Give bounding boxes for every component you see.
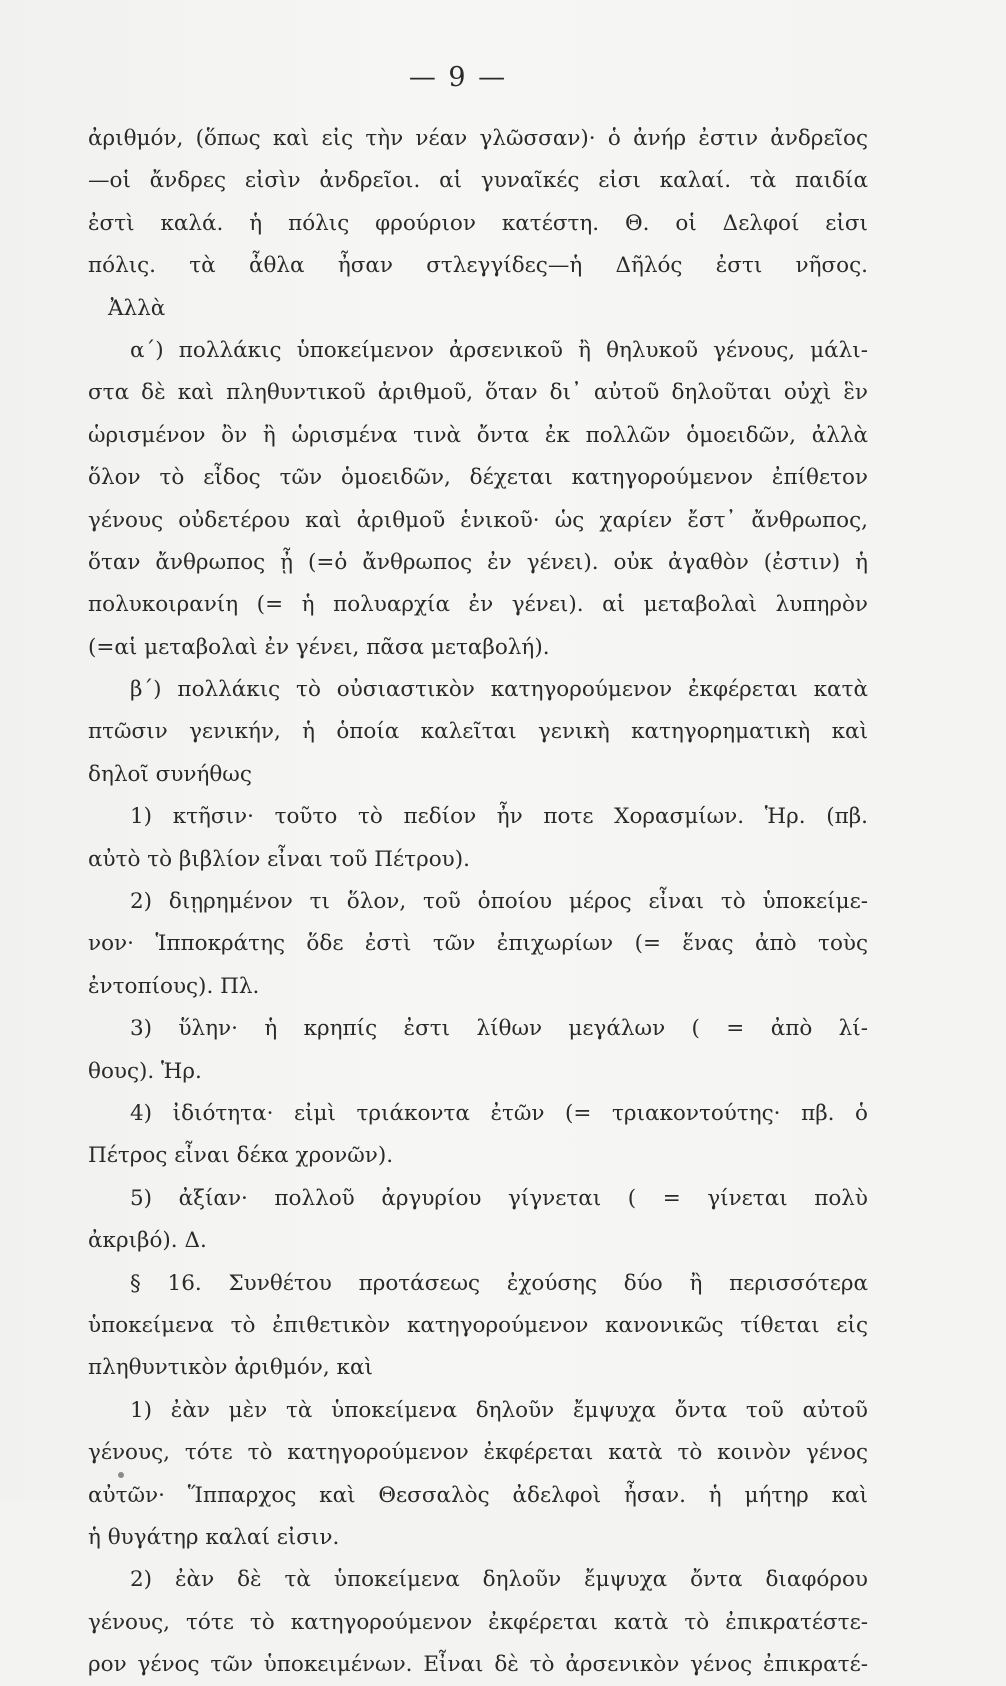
body-text — [88, 118, 868, 1686]
text-line: ὅταν ἄνθρωπος ᾖ (=ὁ ἄνθρωπος ἐν γένει). οὐκ ἀγαθὸν (ἐστιν) ἡ — [88, 549, 868, 575]
text-line: αὐτῶν· Ἵππαρχος καὶ Θεσσαλὸς ἀδελφοὶ ἦσαν. ἡ μήτηρ καὶ — [88, 1482, 868, 1508]
text-line: πόλις. τὰ ἆθλα ἦσαν στλεγγίδες—ἡ Δῆλός ἐστι νῆσος. — [88, 253, 868, 279]
text-line: 3) ὕλην· ἡ κρηπίς ἐστι λίθων μεγάλων ( = ἀπὸ λί- — [130, 1016, 868, 1042]
text-line: Ἀλλὰ — [108, 295, 166, 321]
text-line: δηλοῖ συνήθως — [88, 761, 252, 787]
text-line: ὑποκείμενα τὸ ἐπιθετικὸν κατηγορούμενον κανονικῶς τίθεται εἰς — [88, 1312, 868, 1338]
page-number: — 9 — — [408, 62, 508, 93]
text-line: γένους οὐδετέρου καὶ ἀριθμοῦ ἑνικοῦ· ὡς χαρίεν ἔστ᾿ ἄνθρωπος, — [88, 507, 868, 533]
text-line: ρον γένος τῶν ὑποκειμένων. Εἶναι δὲ τὸ ἀρσενικὸν γένος ἐπικρατέ- — [88, 1652, 868, 1678]
text-line: πολυκοιρανίη (= ἡ πολυαρχία ἐν γένει). αἱ μεταβολαὶ λυπηρὸν — [88, 592, 868, 618]
text-line: ὅλον τὸ εἶδος τῶν ὁμοειδῶν, δέχεται κατηγορούμενον ἐπίθετον — [88, 465, 868, 491]
text-line: ἐντοπίους). Πλ. — [88, 973, 260, 999]
text-line: ἀκριβό). Δ. — [88, 1228, 207, 1254]
text-line: 4) ἰδιότητα· εἰμὶ τριάκοντα ἐτῶν (= τριακοντούτης· πβ. ὁ — [130, 1100, 868, 1126]
section-heading-line: § 16. Συνθέτου προτάσεως ἐχούσης δύο ἢ περισσότερα — [130, 1270, 868, 1296]
text-line: 2) ἐὰν δὲ τὰ ὑποκείμενα δηλοῦν ἔμψυχα ὄντα διαφόρου — [130, 1567, 868, 1593]
text-line: Πέτρος εἶναι δέκα χρονῶν). — [88, 1143, 394, 1169]
text-line: 1) ἐὰν μὲν τὰ ὑποκείμενα δηλοῦν ἔμψυχα ὄντα τοῦ αὐτοῦ — [130, 1397, 868, 1423]
text-line: 2) διῃρημένον τι ὅλον, τοῦ ὁποίου μέρος εἶναι τὸ ὑποκείμε- — [130, 889, 868, 915]
text-line: στα δὲ καὶ πληθυντικοῦ ἀριθμοῦ, ὅταν δι᾿ αὐτοῦ δηλοῦται οὐχὶ ἓν — [88, 380, 868, 406]
text-line: 1) κτῆσιν· τοῦτο τὸ πεδίον ἦν ποτε Χορασμίων. Ἡρ. (πβ. — [130, 804, 868, 830]
text-line: ὡρισμένον ὂν ἢ ὡρισμένα τινὰ ὄντα ἐκ πολλῶν ὁμοειδῶν, ἀλλὰ — [88, 422, 868, 448]
text-line: θους). Ἡρ. — [88, 1058, 202, 1084]
text-line: νον· Ἱπποκράτης ὅδε ἐστὶ τῶν ἐπιχωρίων (= ἕνας ἀπὸ τοὺς — [88, 931, 868, 957]
text-line: γένους, τότε τὸ κατηγορούμενον ἐκφέρεται κατὰ τὸ ἐπικρατέστε- — [88, 1609, 868, 1635]
text-line: ἡ θυγάτηρ καλαί εἰσιν. — [88, 1524, 340, 1550]
text-line: β΄) πολλάκις τὸ οὐσιαστικὸν κατηγορούμενον ἐκφέρεται κατὰ — [130, 677, 868, 703]
text-line: —οἱ ἄνδρες εἰσὶν ἀνδρεῖοι. αἱ γυναῖκές εἰσι καλαί. τὰ παιδία — [88, 168, 868, 194]
ink-speck — [118, 1472, 124, 1478]
text-line: γένους, τότε τὸ κατηγορούμενον ἐκφέρεται κατὰ τὸ κοινὸν γένος — [88, 1440, 868, 1466]
text-line: (=αἱ μεταβολαὶ ἐν γένει, πᾶσα μεταβολή). — [88, 634, 550, 660]
text-line: ἀριθμόν, (ὅπως καὶ εἰς τὴν νέαν γλῶσσαν)· ὁ ἀνήρ ἐστιν ἀνδρεῖος — [88, 126, 868, 151]
text-line: α΄) πολλάκις ὑποκείμενον ἀρσενικοῦ ἢ θηλυκοῦ γένους, μάλι- — [130, 337, 868, 363]
text-line: ἐστὶ καλά. ἡ πόλις φρούριον κατέστη. Θ. οἱ Δελφοί εἰσι — [88, 210, 868, 236]
text-line: πτῶσιν γενικήν, ἡ ὁποία καλεῖται γενικὴ κατηγορηματικὴ καὶ — [88, 719, 868, 745]
text-line: αὐτὸ τὸ βιβλίον εἶναι τοῦ Πέτρου). — [88, 846, 470, 872]
text-line: 5) ἀξίαν· πολλοῦ ἀργυρίου γίγνεται ( = γίνεται πολὺ — [130, 1185, 868, 1211]
text-line: πληθυντικὸν ἀριθμόν, καὶ — [88, 1355, 373, 1381]
